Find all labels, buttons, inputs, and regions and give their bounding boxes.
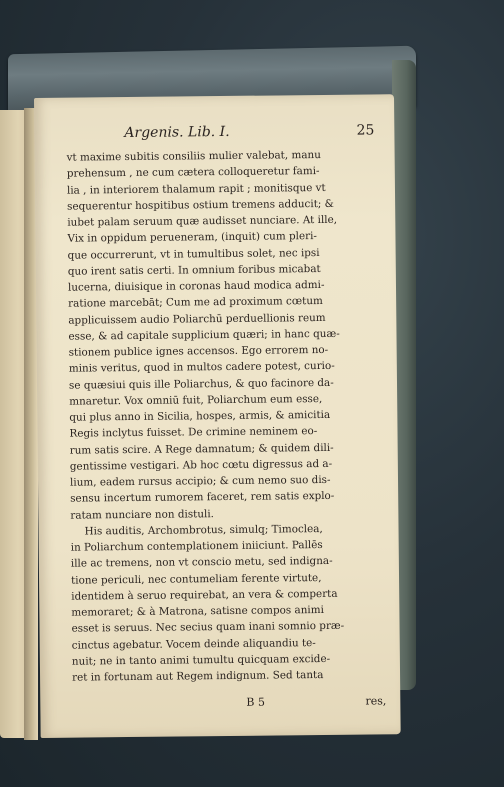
- text-line: lia , in interiorem thalamum rapit ; monitisque vt: [66, 181, 326, 197]
- page-footer: [72, 694, 388, 715]
- text-line: Regis inclytus fuisset. De crimine neminem eo-: [69, 425, 318, 440]
- text-line: cinctus agebatur. Vocem deinde aliquandiu te-: [71, 636, 316, 652]
- text-line: sequerentur hospitibus ostium tremens adducit; &: [67, 197, 334, 213]
- running-header: [124, 122, 374, 145]
- text-line: esse, & ad capitale supplicium quæri; in hanc quæ-: [68, 327, 340, 343]
- text-line: tione periculi, nec contumeliam ferente virtute,: [70, 571, 322, 587]
- text-line: iubet palam seruum quæ audisset nunciare. At ille,: [67, 213, 338, 229]
- page-text: [67, 146, 389, 686]
- text-line: ret in fortunam aut Regem indignum. Sed tanta: [72, 669, 324, 684]
- text-line: nuit; ne in tanto animi tumultu quicquam excide-: [71, 652, 331, 668]
- text-line: memoraret; & à Matrona, satisne compos animi: [71, 603, 324, 619]
- text-line: identidem à seruo requirebat, an vera & comperta: [71, 587, 338, 603]
- text-line: Vix in oppidum perueneram, (inquit) cum pleri-: [67, 230, 317, 245]
- text-line: prehensum , ne cum cætera colloqueretur fami-: [66, 165, 320, 180]
- text-line: lucerna, diuisique in coronas haud modica admi-: [67, 278, 325, 294]
- text-line: gentissime vestigari. Ab hoc cœtu digressus ad a-: [69, 457, 333, 473]
- text-line: vt maxime subitis consiliis mulier valebat, manu: [66, 148, 321, 164]
- text-line: applicuissem audio Poliarchū perduellionis reum: [68, 311, 326, 327]
- text-line: lium, eadem rursus accipio; & cum nemo suo dis-: [69, 473, 331, 489]
- catchword: res,: [365, 694, 387, 708]
- text-line: stionem publice ignes accensos. Ego errorem no-: [68, 343, 329, 359]
- text-line: qui plus anno in Sicilia, hospes, armis, & amicitia: [69, 408, 331, 424]
- text-line: que occurrerunt, vt in tumultibus solet, nec ipsi: [67, 246, 320, 262]
- text-line: rum satis scire. A Rege damnatum; & quidem dili-: [69, 441, 334, 457]
- signature-mark: B 5: [246, 695, 266, 709]
- text-line: mnaretur. Vox omniū fuit, Poliarchum eum esse,: [69, 392, 323, 408]
- text-line: minis veritus, quod in multos cadere potest, curio-: [68, 360, 335, 375]
- text-line: in Poliarchum contemplationem iniiciunt. Pallēs: [70, 539, 323, 554]
- text-line: ratione marcebāt; Cum me ad proximum cœtum: [68, 295, 323, 310]
- text-line: esset is seruus. Nec secius quam inani somnio præ-: [71, 620, 345, 635]
- text-line: ille ac tremens, non vt conscio metu, sed indigna-: [70, 555, 333, 570]
- running-title: Argenis. Lib. I.: [124, 123, 230, 142]
- text-line: His auditis, Archombrotus, simulq; Timoclea,: [84, 522, 323, 538]
- text-line: quo irent satis certi. In omnium foribus micabat: [67, 262, 321, 278]
- book-page: [34, 94, 401, 738]
- text-line: sensu incertum rumorem faceret, rem satis explo-: [70, 490, 335, 505]
- text-line: ratam nunciare non distuli.: [70, 507, 215, 522]
- page-number: 25: [356, 122, 375, 139]
- text-line: se quæsiui quis ille Poliarchus, & quo facinore da-: [68, 376, 334, 392]
